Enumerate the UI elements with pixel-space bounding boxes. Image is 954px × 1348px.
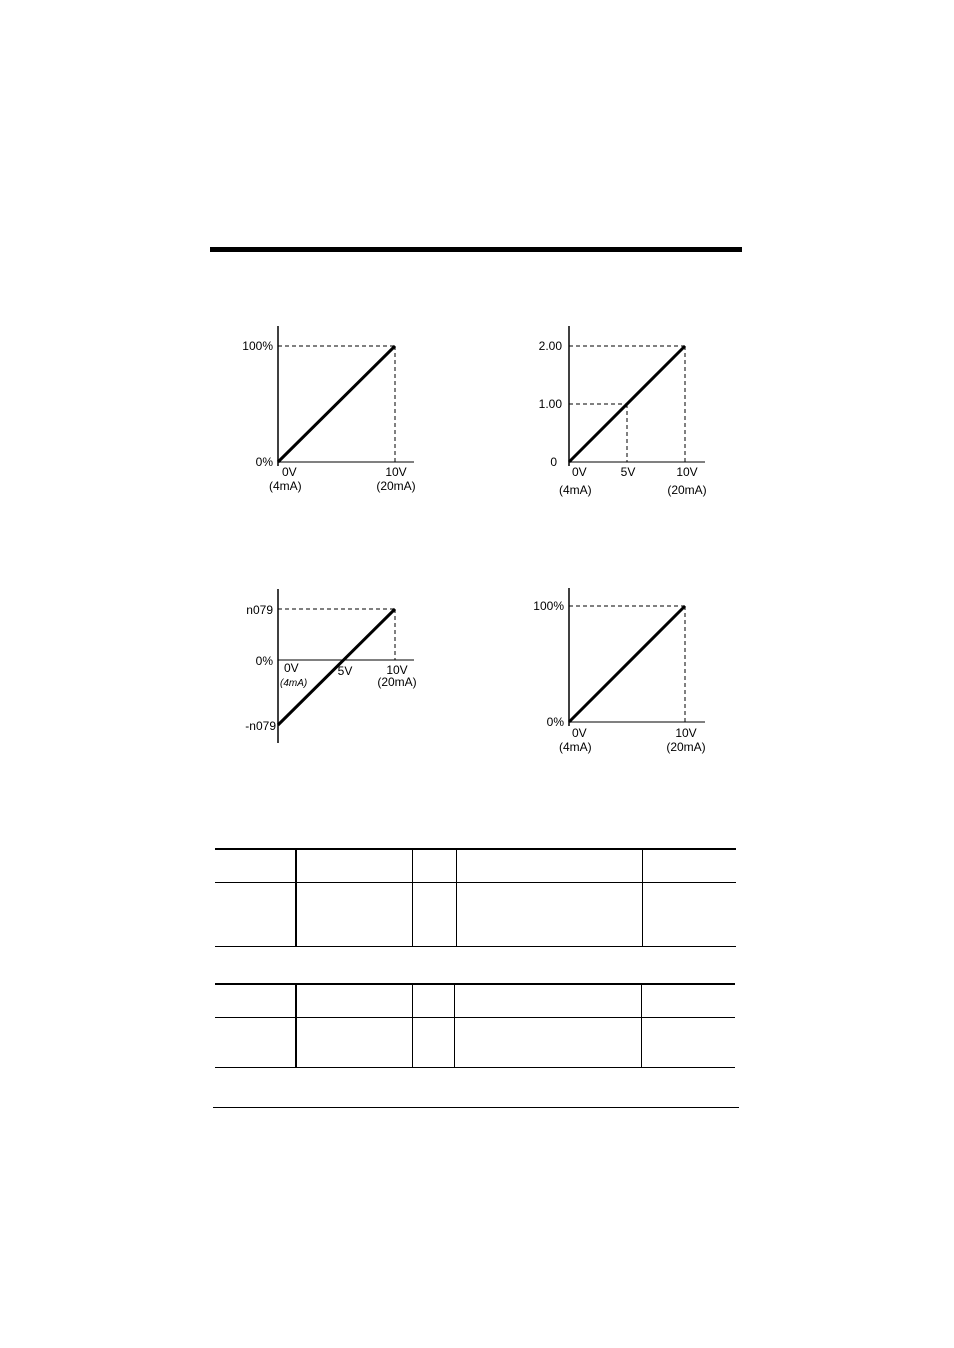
graph-2-y-tick-mid: 1.00 bbox=[538, 397, 562, 411]
table-2-header-cell bbox=[641, 984, 735, 1017]
graph-2 bbox=[539, 326, 707, 497]
table-1-header-cell bbox=[412, 849, 456, 882]
table-2-cell bbox=[412, 1017, 454, 1067]
graph-2-x-sub-0: (4mA) bbox=[559, 483, 592, 497]
graph-4-x-sub-0: (4mA) bbox=[559, 740, 592, 754]
parameter-table-1 bbox=[215, 848, 736, 947]
graph-3-y-tick-top: n079 bbox=[246, 603, 273, 617]
table-2-header-cell bbox=[412, 984, 454, 1017]
graph-2-y-tick-bottom: 0 bbox=[550, 455, 557, 469]
graph-1-x-sub-10: (20mA) bbox=[376, 479, 416, 493]
table-2-cell bbox=[296, 1017, 412, 1067]
graph-1-x-sub-0: (4mA) bbox=[269, 479, 302, 493]
graph-2-x-tick-10: 10V bbox=[676, 465, 698, 479]
table-2-cell bbox=[215, 1017, 296, 1067]
table-1-cell bbox=[642, 882, 736, 946]
graph-1-x-tick-10: 10V bbox=[385, 465, 407, 479]
graph-1-x-tick-0: 0V bbox=[282, 465, 297, 479]
graph-4-y-tick-top: 100% bbox=[533, 599, 564, 613]
graph-1-line bbox=[278, 346, 395, 462]
graph-3-x-tick-10: 10V bbox=[386, 663, 408, 677]
footer-rule bbox=[213, 1107, 739, 1108]
table-2-cell bbox=[641, 1017, 735, 1067]
graph-2-x-tick-0: 0V bbox=[572, 465, 587, 479]
graph-4-x-tick-10: 10V bbox=[675, 726, 697, 740]
table-1-header-cell bbox=[642, 849, 736, 882]
graph-3-x-tick-5: 5V bbox=[337, 664, 353, 678]
graph-1-y-tick-top: 100% bbox=[242, 339, 273, 353]
graph-4-y-tick-bottom: 0% bbox=[546, 715, 564, 729]
graph-3-x-tick-0: 0V bbox=[284, 661, 299, 675]
graph-1-y-tick-bottom: 0% bbox=[255, 455, 273, 469]
graph-4 bbox=[533, 588, 705, 754]
graph-2-x-tick-5: 5V bbox=[620, 465, 636, 479]
graph-4-x-tick-0: 0V bbox=[572, 726, 587, 740]
graph-3-x-sub-10: (20mA) bbox=[377, 675, 417, 689]
table-1-cell bbox=[215, 882, 296, 946]
table-1-header-cell bbox=[215, 849, 296, 882]
parameter-table-2 bbox=[215, 983, 735, 1068]
table-2-cell bbox=[454, 1017, 641, 1067]
graph-3-y-tick-bottom: -n079 bbox=[245, 719, 276, 733]
table-1-cell bbox=[412, 882, 456, 946]
graph-3-x-sub-0: (4mA) bbox=[280, 678, 308, 689]
table-2-header-cell bbox=[296, 984, 412, 1017]
graph-4-line bbox=[569, 606, 685, 722]
table-1-cell bbox=[456, 882, 642, 946]
table-1-header-cell bbox=[296, 849, 412, 882]
graph-1 bbox=[242, 326, 415, 493]
table-1-cell bbox=[296, 882, 412, 946]
graph-2-x-sub-10: (20mA) bbox=[667, 483, 707, 497]
graph-3 bbox=[245, 589, 416, 743]
graph-2-y-tick-top: 2.00 bbox=[538, 339, 562, 353]
graph-4-x-sub-10: (20mA) bbox=[666, 740, 706, 754]
table-1-header-cell bbox=[456, 849, 642, 882]
table-2-header-cell bbox=[215, 984, 296, 1017]
table-2-header-cell bbox=[454, 984, 641, 1017]
graph-3-y-tick-mid: 0% bbox=[255, 654, 273, 668]
